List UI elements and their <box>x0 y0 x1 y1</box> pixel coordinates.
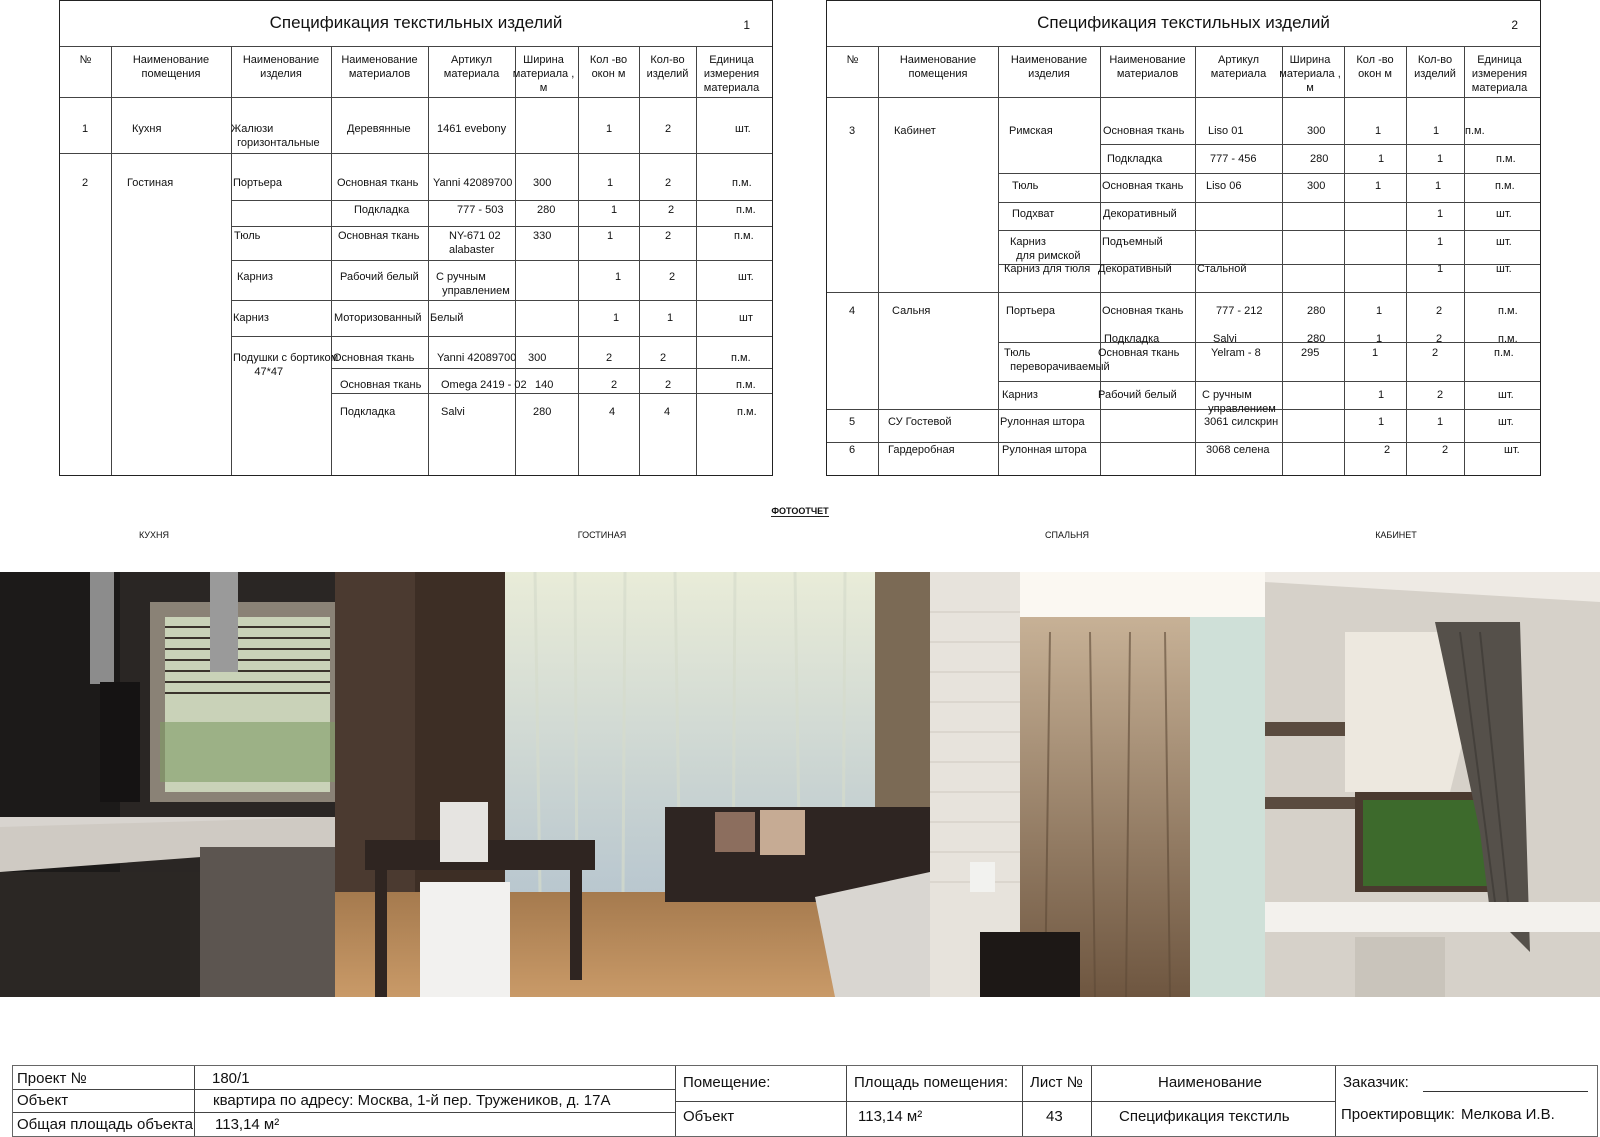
table-rule <box>331 393 772 394</box>
room-area-value: 113,14 м² <box>858 1108 923 1125</box>
table-cell: 1 <box>611 204 618 216</box>
table-cell: 2 <box>665 177 672 189</box>
table-cell: Рулонная штора <box>1002 444 1087 456</box>
table-cell: Моторизованный <box>334 312 422 324</box>
table-rule <box>231 200 772 201</box>
table-cell: Подкладка <box>1107 153 1163 165</box>
table-cell: 2 <box>1432 347 1439 359</box>
table-cell: Основная ткань <box>333 352 415 364</box>
table-rule <box>696 46 697 475</box>
table-cell: Декоративный <box>1098 263 1172 275</box>
table-cell: Подъемный <box>1102 236 1163 248</box>
table-rule <box>231 300 772 301</box>
table-rule <box>998 46 999 475</box>
table-cell: 300 <box>533 177 552 189</box>
sheet-label: Лист № <box>1030 1074 1083 1091</box>
table-cell: СУ Гостевой <box>888 416 952 428</box>
room-caption-living: ГОСТИНАЯ <box>577 530 627 540</box>
table-cell: 330 <box>533 230 552 242</box>
room-value: Объект <box>683 1108 735 1125</box>
name-value: Спецификация текстиль <box>1119 1108 1290 1125</box>
area-value: 113,14 м² <box>215 1116 280 1133</box>
table-rule <box>1100 144 1540 145</box>
customer-label: Заказчик: <box>1343 1074 1409 1091</box>
table-cell: 1 <box>667 312 674 324</box>
table-cell: Подкладка <box>354 204 410 216</box>
table-rule <box>331 368 772 369</box>
table-cell: 2 <box>668 204 675 216</box>
table-cell: 2 <box>82 177 89 189</box>
table-cell: 300 <box>1307 180 1326 192</box>
table-cell: Рулонная штора <box>1000 416 1085 428</box>
table-cell: п.м. <box>731 352 751 364</box>
name-label: Наименование <box>1158 1074 1262 1091</box>
table-cell: п.м. <box>734 230 754 242</box>
table-cell: Портьера <box>1006 305 1056 317</box>
table-cell: 777 - 456 <box>1210 153 1257 165</box>
room-caption-kitchen: КУХНЯ <box>138 530 170 540</box>
table-cell: п.м. <box>736 379 756 391</box>
table-cell: 5 <box>849 416 856 428</box>
table-rule <box>1282 46 1283 475</box>
table-cell: Сальня <box>892 305 931 317</box>
table-cell: 2 <box>1442 444 1449 456</box>
table-cell: шт. <box>735 123 751 135</box>
table-rule <box>639 46 640 475</box>
sheet-number: 1 <box>743 18 750 32</box>
table-cell: шт. <box>1496 263 1512 275</box>
table-cell: шт. <box>1496 208 1512 220</box>
column-header: Ширина материала , м <box>1279 54 1341 94</box>
living-room-photo <box>335 572 930 997</box>
table-cell: 2 <box>1384 444 1391 456</box>
table-cell: Подкладка <box>340 406 396 418</box>
column-header: Ширина материала , м <box>512 54 575 94</box>
project-value: 180/1 <box>212 1070 250 1087</box>
table-cell: 1 <box>613 312 620 324</box>
table-cell: Карниз <box>233 312 269 324</box>
table-cell: Liso 06 <box>1206 180 1242 192</box>
table-cell: Рабочий белый <box>340 271 419 283</box>
table-cell: 280 <box>533 406 552 418</box>
table-cell: Salvi <box>1213 333 1237 345</box>
table-rule <box>428 46 429 475</box>
table-cell: Основная ткань <box>1098 347 1180 359</box>
table-rule <box>231 336 772 337</box>
table-cell: 2 <box>665 379 672 391</box>
column-header: Единица измерения материала <box>703 54 760 94</box>
table-cell: 1 <box>1372 347 1379 359</box>
table-cell: Основная ткань <box>1103 125 1185 137</box>
table-cell: 1 <box>1376 333 1383 345</box>
table-cell: 1 <box>1375 180 1382 192</box>
bedroom-photo <box>930 572 1265 997</box>
table-cell: 2 <box>606 352 613 364</box>
column-header: № <box>846 54 859 66</box>
column-header: № <box>79 54 92 66</box>
table-cell: Подушки с бортиком 47*47 <box>233 352 339 378</box>
table-cell: 1 <box>1437 416 1444 428</box>
table-cell: 2 <box>1436 305 1443 317</box>
table-cell: 2 <box>1437 389 1444 401</box>
column-header: Наименование изделия <box>242 54 320 80</box>
table-rule <box>827 46 1540 47</box>
table-cell: 300 <box>528 352 547 364</box>
column-header: Наименование изделия <box>1010 54 1088 80</box>
table-rule <box>1464 46 1465 475</box>
table-cell: 777 - 212 <box>1216 305 1263 317</box>
table-rule <box>111 46 112 475</box>
table-rule <box>231 226 772 227</box>
table-cell: Рабочий белый <box>1098 389 1177 401</box>
table-cell: NY-671 02 alabaster <box>449 230 501 256</box>
table-cell: п.м. <box>1495 180 1515 192</box>
table-cell: 3068 селена <box>1206 444 1270 456</box>
kitchen-photo <box>0 572 335 997</box>
column-header: Кол-во изделий <box>1414 54 1456 80</box>
room-caption-bedroom: СПАЛЬНЯ <box>1045 530 1089 540</box>
table-cell: С ручным управлением <box>1202 389 1276 415</box>
table-cell: Подхват <box>1012 208 1055 220</box>
spec-title: Спецификация текстильных изделий <box>1037 13 1330 32</box>
table-cell: 140 <box>535 379 554 391</box>
column-header: Кол -во окон м <box>589 54 628 80</box>
table-cell: 280 <box>1307 333 1326 345</box>
spec-title: Спецификация текстильных изделий <box>269 13 563 32</box>
table-cell: шт. <box>1498 416 1514 428</box>
table-cell: 1 <box>1437 153 1444 165</box>
table-cell: 1 <box>1435 180 1442 192</box>
table-cell: шт. <box>1496 236 1512 248</box>
table-cell: 1461 evebony <box>437 123 507 135</box>
table-cell: п.м. <box>1465 125 1485 137</box>
column-header: Кол-во изделий <box>646 54 689 80</box>
table-rule <box>998 230 1540 231</box>
column-header: Кол -во окон м <box>1356 54 1394 80</box>
table-cell: Yanni 42089700 <box>433 177 513 189</box>
photo-report-title: ФОТООТЧЕТ <box>771 506 829 516</box>
table-cell: шт. <box>1498 389 1514 401</box>
table-cell: п.м. <box>732 177 752 189</box>
table-cell: Декоративный <box>1103 208 1177 220</box>
table-cell: Портьера <box>233 177 283 189</box>
table-cell: п.м. <box>1496 153 1516 165</box>
column-header: Артикул материала <box>443 54 500 80</box>
table-cell: 1 <box>1378 389 1385 401</box>
table-cell: 4 <box>664 406 671 418</box>
table-rule <box>1344 46 1345 475</box>
column-header: Наименование помещения <box>132 54 210 80</box>
table-cell: Salvi <box>441 406 465 418</box>
table-rule <box>60 153 772 154</box>
table-cell: 1 <box>607 230 614 242</box>
table-rule <box>998 342 1540 343</box>
table-cell: Кабинет <box>894 125 936 137</box>
title-block <box>12 1065 1598 1137</box>
table-cell: Жалюзи горизонтальные <box>231 123 320 149</box>
table-cell: Liso 01 <box>1208 125 1244 137</box>
table-cell: Основная ткань <box>338 230 420 242</box>
customer-value <box>1423 1074 1588 1092</box>
table-cell: шт. <box>1504 444 1520 456</box>
table-cell: Yelram - 8 <box>1211 347 1261 359</box>
table-rule <box>1406 46 1407 475</box>
table-cell: Стальной <box>1197 263 1247 275</box>
table-cell: 3061 силскрин <box>1204 416 1279 428</box>
table-rule <box>998 202 1540 203</box>
table-cell: п.м. <box>1498 305 1518 317</box>
table-rule <box>578 46 579 475</box>
table-cell: Omega 2419 - 02 <box>441 379 527 391</box>
table-cell: шт <box>739 312 753 324</box>
column-header: Наименование материалов <box>341 54 418 80</box>
table-rule <box>60 46 772 47</box>
table-cell: п.м. <box>737 406 757 418</box>
table-cell: 280 <box>537 204 556 216</box>
project-label: Проект № <box>17 1070 87 1087</box>
table-rule <box>878 46 879 475</box>
table-cell: Основная ткань <box>337 177 419 189</box>
table-cell: 300 <box>1307 125 1326 137</box>
table-cell: 2 <box>665 230 672 242</box>
table-cell: 2 <box>1436 333 1443 345</box>
spec-sheet-1 <box>59 0 773 476</box>
table-rule <box>331 46 332 475</box>
table-cell: Гостиная <box>127 177 174 189</box>
table-rule <box>998 381 1540 382</box>
table-cell: Подкладка <box>1104 333 1160 345</box>
table-cell: Карниз <box>1002 389 1038 401</box>
table-cell: 1 <box>1378 153 1385 165</box>
object-label: Объект <box>17 1092 69 1109</box>
designer-label: Проектировщик: <box>1341 1106 1455 1123</box>
table-cell: 280 <box>1310 153 1329 165</box>
table-cell: 1 <box>1433 125 1440 137</box>
table-rule <box>998 173 1540 174</box>
designer-value: Мелкова И.В. <box>1461 1106 1555 1123</box>
table-cell: 1 <box>607 177 614 189</box>
table-cell: Белый <box>430 312 464 324</box>
table-cell: п.м. <box>736 204 756 216</box>
table-cell: 2 <box>669 271 676 283</box>
table-rule <box>515 46 516 475</box>
table-cell: 1 <box>615 271 622 283</box>
table-cell: Основная ткань <box>340 379 422 391</box>
room-caption-office: КАБИНЕТ <box>1375 530 1417 540</box>
object-value: квартира по адресу: Москва, 1-й пер. Тружеников, д. 17А <box>213 1092 611 1109</box>
table-cell: 1 <box>1437 208 1444 220</box>
table-cell: 295 <box>1301 347 1320 359</box>
table-rule <box>231 260 772 261</box>
table-cell: 1 <box>1437 236 1444 248</box>
table-cell: Тюль <box>234 230 261 242</box>
table-cell: 1 <box>606 123 613 135</box>
table-cell: 4 <box>849 305 856 317</box>
table-rule <box>827 292 1540 293</box>
table-cell: 2 <box>660 352 667 364</box>
table-cell: 1 <box>1376 305 1383 317</box>
table-cell: 6 <box>849 444 856 456</box>
table-cell: Деревянные <box>347 123 411 135</box>
table-rule <box>827 409 1540 410</box>
column-header: Единица измерения материала <box>1471 54 1528 94</box>
office-photo <box>1265 572 1600 997</box>
room-label: Помещение: <box>683 1074 771 1091</box>
column-header: Наименование помещения <box>899 54 977 80</box>
table-cell: 4 <box>609 406 616 418</box>
column-header: Наименование материалов <box>1109 54 1186 80</box>
table-cell: 1 <box>1437 263 1444 275</box>
table-rule <box>231 46 232 475</box>
table-rule <box>60 97 772 98</box>
table-cell: п.м. <box>1494 347 1514 359</box>
table-cell: 2 <box>665 123 672 135</box>
table-cell: Карниз для тюля <box>1004 263 1091 275</box>
table-cell: Карниз <box>237 271 273 283</box>
spec-sheet-2 <box>826 0 1541 476</box>
table-cell: Основная ткань <box>1102 305 1184 317</box>
area-label: Общая площадь объекта <box>17 1116 193 1133</box>
table-cell: 2 <box>611 379 618 391</box>
sheet-number: 2 <box>1511 18 1518 32</box>
table-rule <box>1195 46 1196 475</box>
table-cell: шт. <box>738 271 754 283</box>
table-rule <box>827 97 1540 98</box>
table-cell: Гардеробная <box>888 444 955 456</box>
table-cell: 1 <box>1378 416 1385 428</box>
sheet-value: 43 <box>1046 1108 1063 1125</box>
table-cell: Римская <box>1009 125 1053 137</box>
table-cell: 1 <box>1375 125 1382 137</box>
table-cell: 3 <box>849 125 856 137</box>
table-cell: 1 <box>82 123 89 135</box>
table-cell: Кухня <box>132 123 162 135</box>
table-cell: Основная ткань <box>1102 180 1184 192</box>
table-cell: 280 <box>1307 305 1326 317</box>
table-cell: Тюль переворачиваемый <box>1004 347 1110 373</box>
table-cell: п.м. <box>1498 333 1518 345</box>
table-rule <box>1100 46 1101 475</box>
table-cell: Карниз для римской <box>1010 236 1081 262</box>
table-cell: Тюль <box>1012 180 1039 192</box>
table-cell: Yanni 42089700 <box>437 352 517 364</box>
column-header: Артикул материала <box>1210 54 1267 80</box>
table-cell: С ручным управлением <box>436 271 510 297</box>
table-cell: 777 - 503 <box>457 204 504 216</box>
room-area-label: Площадь помещения: <box>854 1074 1009 1091</box>
